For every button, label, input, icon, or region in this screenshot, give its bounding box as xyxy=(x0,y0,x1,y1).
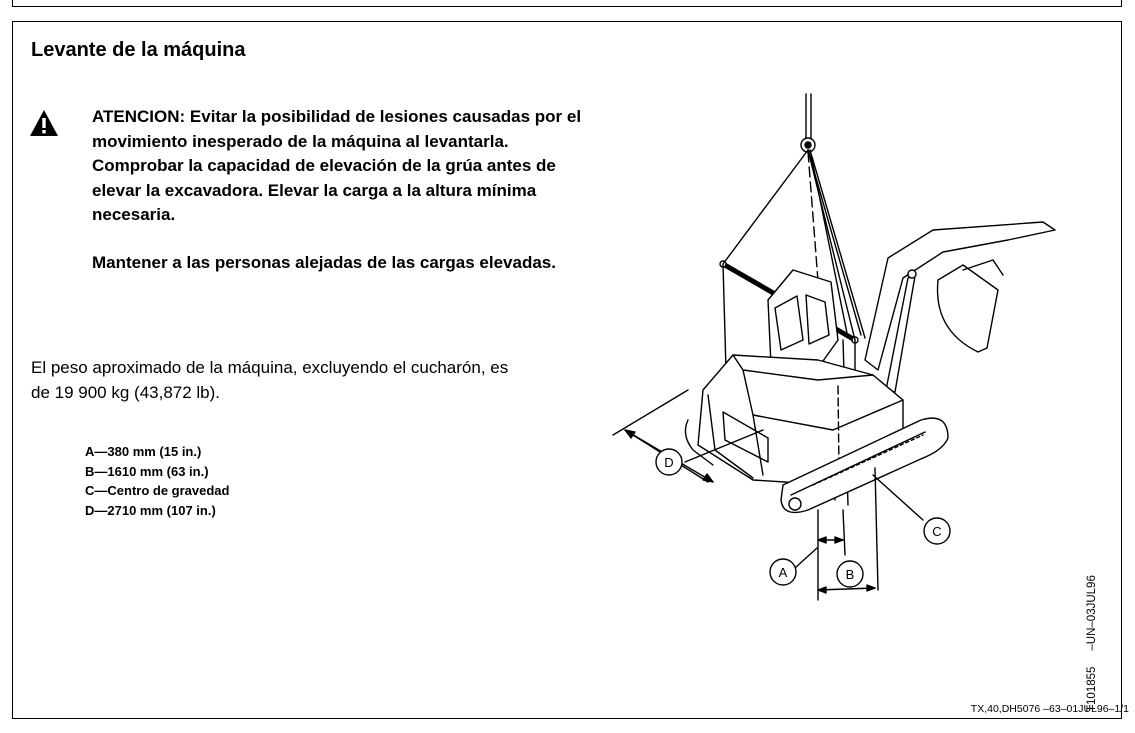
weight-description: El peso aproximado de la máquina, excluyendo el cucharón, es de 19 900 kg (43,872 lb). xyxy=(31,358,509,402)
warning-triangle-icon xyxy=(29,108,59,138)
figure-id-code: –UN–03JUL96 xyxy=(1086,575,1098,651)
figure-label-a: A xyxy=(778,565,788,580)
figure-label-d: D xyxy=(664,455,674,470)
legend-item-d: D—2710 mm (107 in.) xyxy=(85,502,216,518)
warning-text xyxy=(92,105,582,298)
figure-id-number: T101855 xyxy=(1086,666,1098,712)
section-box xyxy=(12,21,1122,719)
figure-label-c: C xyxy=(932,524,942,539)
section-title: Levante de la máquina xyxy=(31,39,246,61)
previous-section-box xyxy=(12,0,1122,7)
legend-item-b: B—1610 mm (63 in.) xyxy=(85,463,209,479)
legend-item-c: C—Centro de gravedad xyxy=(85,483,230,498)
figure-id xyxy=(1086,559,1098,712)
document-reference: TX,40,DH5076 –63–01JUL96–1/1 xyxy=(970,703,1129,715)
warning-paragraph-2: Mantener a las personas alejadas de las cargas elevadas. xyxy=(92,252,556,272)
legend-item-a: A—380 mm (15 in.) xyxy=(85,444,202,459)
dimension-legend xyxy=(85,442,229,520)
warning-paragraph-1: ATENCION: Evitar la posibilidad de lesiones causadas por el movimiento inesperado de la máquina al levantarla. Comprobar la capacidad de elevación de la grúa antes de elevar la excavadora. Elevar la carga a la altura mínima necesaria. xyxy=(92,107,582,224)
figure-label-b: B xyxy=(845,567,855,582)
excavator-lifting-illustration xyxy=(603,90,1063,610)
